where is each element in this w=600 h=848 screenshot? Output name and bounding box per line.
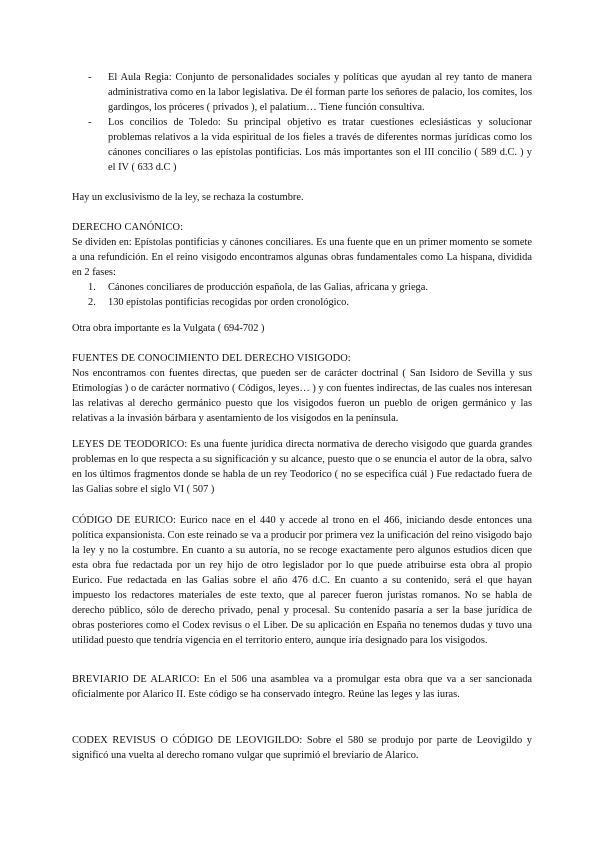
fuentes-section xyxy=(72,351,532,426)
exclusivism-paragraph xyxy=(72,190,532,205)
vulgata-paragraph xyxy=(72,321,532,336)
bullet-item-concilios xyxy=(72,115,532,175)
list-text: Cánones conciliares de producción española, de las Galias, africana y griega. xyxy=(108,282,428,293)
teodorico-section xyxy=(72,437,532,497)
list-text: 130 epístolas pontificias recogidas por orden cronológico. xyxy=(108,297,349,308)
bullet-marker: - xyxy=(88,117,92,128)
fuentes-text: Nos encontramos con fuentes directas, que pueden ser de carácter doctrinal ( San Isidoro de Sevilla y sus Etimologías ) o de carácter normativo ( Códigos, leyes… ) y con fuentes indirectas, de las cuales nos interesan las relativas al derecho germánico puesto que los visigodos fueron un pueblo de origen germánico y las relativas a la invasión bárbara y asentamiento de los visigodos en la península. xyxy=(72,368,532,424)
bullet-item-aula-regia xyxy=(72,70,532,115)
canonico-heading: DERECHO CANÓNICO: xyxy=(72,222,184,233)
bullet-marker: - xyxy=(88,72,92,83)
canonico-list-item-1 xyxy=(72,280,532,295)
canonico-section xyxy=(72,220,532,310)
leovigildo-section xyxy=(72,733,532,763)
exclusivism-text: Hay un exclusivismo de la ley, se rechaza la costumbre. xyxy=(72,192,304,203)
leovigildo-text: CODEX REVISUS O CÓDIGO DE LEOVIGILDO: Sobre el 580 se produjo por parte de Leovigildo y significó una vuelta al derecho romano vulgar que suprimió el breviario de Alarico. xyxy=(72,735,532,761)
alarico-text: BREVIARIO DE ALARICO: En el 506 una asamblea va a promulgar esta obra que va a ser sancionada oficialmente por Alarico II. Este código se ha conservado íntegro. Reúne las leges y las iuras. xyxy=(72,674,532,700)
teodorico-text: LEYES DE TEODORICO: Es una fuente jurídica directa normativa de derecho visigodo que guarda grandes problemas en lo que respecta a su significación y su alcance, puesto que o se enuncia el autor de la obra, salvo en los últimos fragmentos donde se habla de un rey Teodorico ( no se especifica cuál ) Fue redactado fuera de las Galias sobre el siglo VI ( 507 ) xyxy=(72,439,532,495)
canonico-intro: Se dividen en: Epístolas pontificias y cánones conciliares. Es una fuente que en un primer momento se somete a una refundición. En el reino visigodo encontramos algunas obras fundamentales como La hispana, dividida en 2 fases: xyxy=(72,237,532,278)
eurico-section xyxy=(72,513,532,648)
eurico-text: CÓDIGO DE EURICO: Eurico nace en el 440 y accede al trono en el 466, iniciando desde entonces una política expansionista. Con este reinado se va a producir por primera vez la unificación del reino visigodo bajo la ley y no la costumbre. En cuanto a su autoría, no se recoge exactamente pero algunos estudios dicen que esta obra fue redactada por un rey hijo de otro legislador por lo que puede atribuirse esta obra al propio Eurico. Fue redactada en las Galias sobre el año 476 d.C. En cuanto a su contenido, será el que hayan impuesto los redactores materiales de este texto, que al parecer fueron juristas romanos. No se habla de derecho público, sólo de derecho privado, penal y procesal. Su contenido pasaría a ser la base jurídica de obras posteriores como el Codex revisus o el Liber. De su aplicación en España no tenemos dudas y tuvo una utilidad puesto que tendría vigencia en el territorio entero, aunque iría designado para los visigodos. xyxy=(72,515,532,646)
alarico-section xyxy=(72,672,532,702)
canonico-list-item-2 xyxy=(72,295,532,310)
vulgata-text: Otra obra importante es la Vulgata ( 694-702 ) xyxy=(72,323,265,334)
bullet-text: Los concilios de Toledo: Su principal objetivo es tratar cuestiones eclesiásticas y solucionar problemas relativos a la vida espiritual de los fieles a través de diferentes normas jurídicas como los cánones conciliares o las epístolas pontificias. Los más importantes son el III concilio ( 589 d.C. ) y el IV ( 633 d.C ) xyxy=(108,117,532,173)
aula-regia-bullet-list xyxy=(72,70,532,175)
list-number: 2. xyxy=(88,297,96,308)
bullet-text: El Aula Regia: Conjunto de personalidades sociales y políticas que ayudan al rey tanto de manera administrativa como en la labor legislativa. De él forman parte los señores de palacio, los comites, los gardingos, los próceres ( privados ), el palatium… Tiene función consultiva. xyxy=(108,72,532,113)
list-number: 1. xyxy=(88,282,96,293)
fuentes-heading: FUENTES DE CONOCIMIENTO DEL DERECHO VISIGODO: xyxy=(72,353,351,364)
